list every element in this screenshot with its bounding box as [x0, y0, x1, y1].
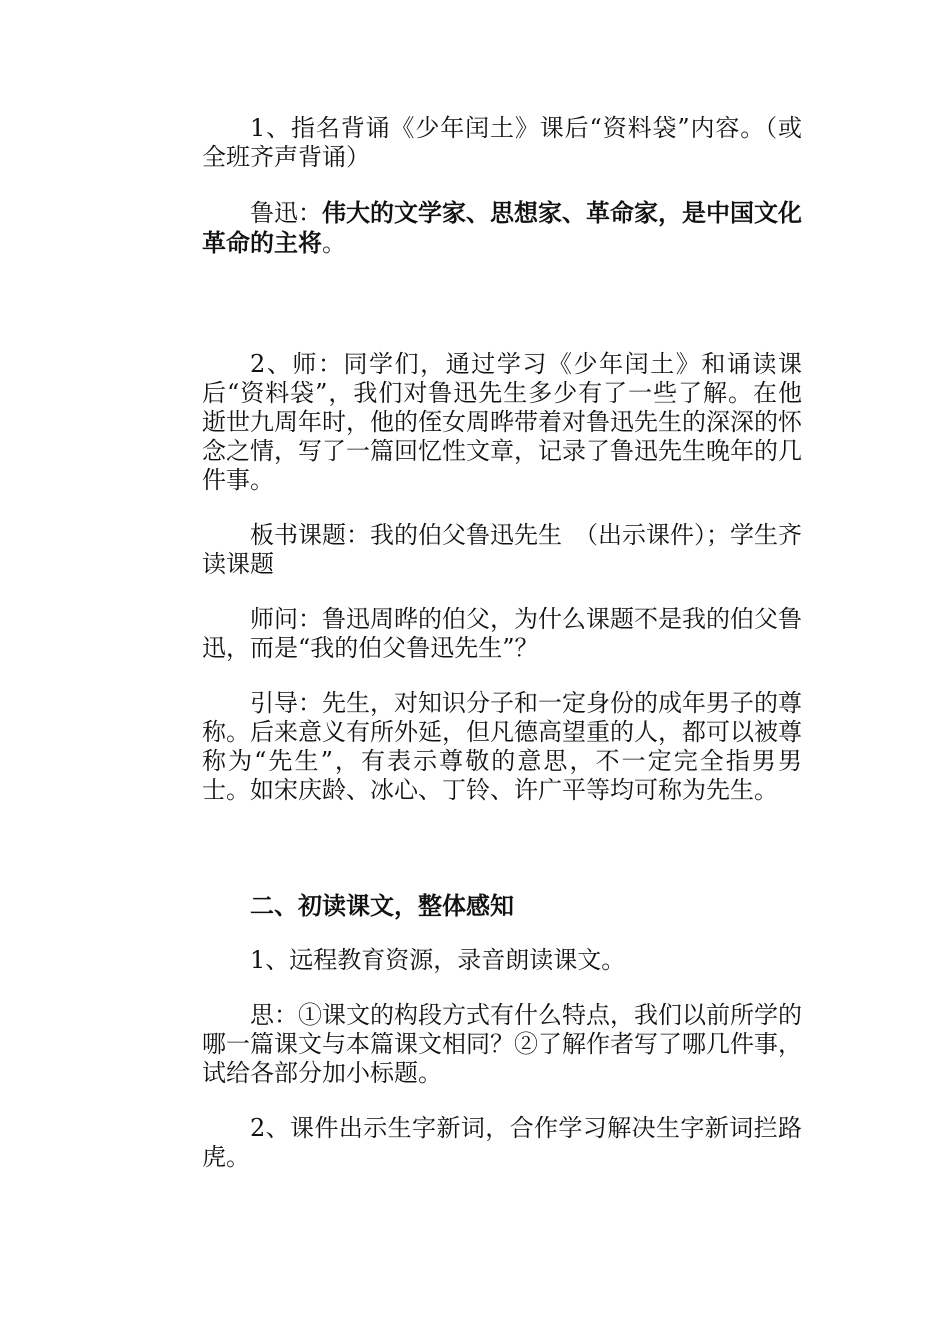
paragraph-new-words: 2、课件出示生字新词，合作学习解决生字新词拦路虎。	[202, 1114, 802, 1171]
paragraph-recite: 1、指名背诵《少年闰土》课后“资料袋”内容。（或全班齐声背诵）	[202, 114, 802, 171]
spacer	[202, 284, 802, 350]
luxun-period: 。	[322, 229, 346, 257]
document-page	[202, 114, 802, 1198]
paragraph-guidance: 引导：先生，对知识分子和一定身份的成年男子的尊称。后来意义有所外延，但凡德高望重的人，都可以被尊称为“先生”，有表示尊敬的意思，不一定完全指男男士。如宋庆龄、冰心、丁铃、许广平等均可称为先生。	[202, 689, 802, 804]
paragraph-teacher-intro: 2、师：同学们，通过学习《少年闰土》和诵读课后“资料袋”，我们对鲁迅先生多少有了一些了解。在他逝世九周年时，他的侄女周晔带着对鲁迅先生的深深的怀念之情，写了一篇回忆性文章，记录了鲁迅先生晚年的几件事。	[202, 350, 802, 494]
luxun-description: 伟大的文学家、思想家、革命家，是中国文化革命的主将	[202, 198, 802, 257]
section-heading: 二、初读课文，整体感知	[250, 891, 514, 920]
paragraph-teacher-question: 师问：鲁迅周晔的伯父，为什么课题不是我的伯父鲁迅，而是“我的伯父鲁迅先生”？	[202, 605, 802, 662]
spacer	[202, 831, 802, 891]
luxun-label: 鲁迅：	[250, 199, 322, 227]
paragraph-luxun-intro	[202, 198, 802, 258]
paragraph-board-title: 板书课题：我的伯父鲁迅先生 （出示课件）；学生齐读课题	[202, 521, 802, 578]
paragraph-thinking-questions: 思：①课文的构段方式有什么特点，我们以前所学的哪一篇课文与本篇课文相同？②了解作者写了哪几件事，试给各部分加小标题。	[202, 1001, 802, 1087]
paragraph-audio-reading: 1、远程教育资源，录音朗读课文。	[250, 946, 626, 974]
